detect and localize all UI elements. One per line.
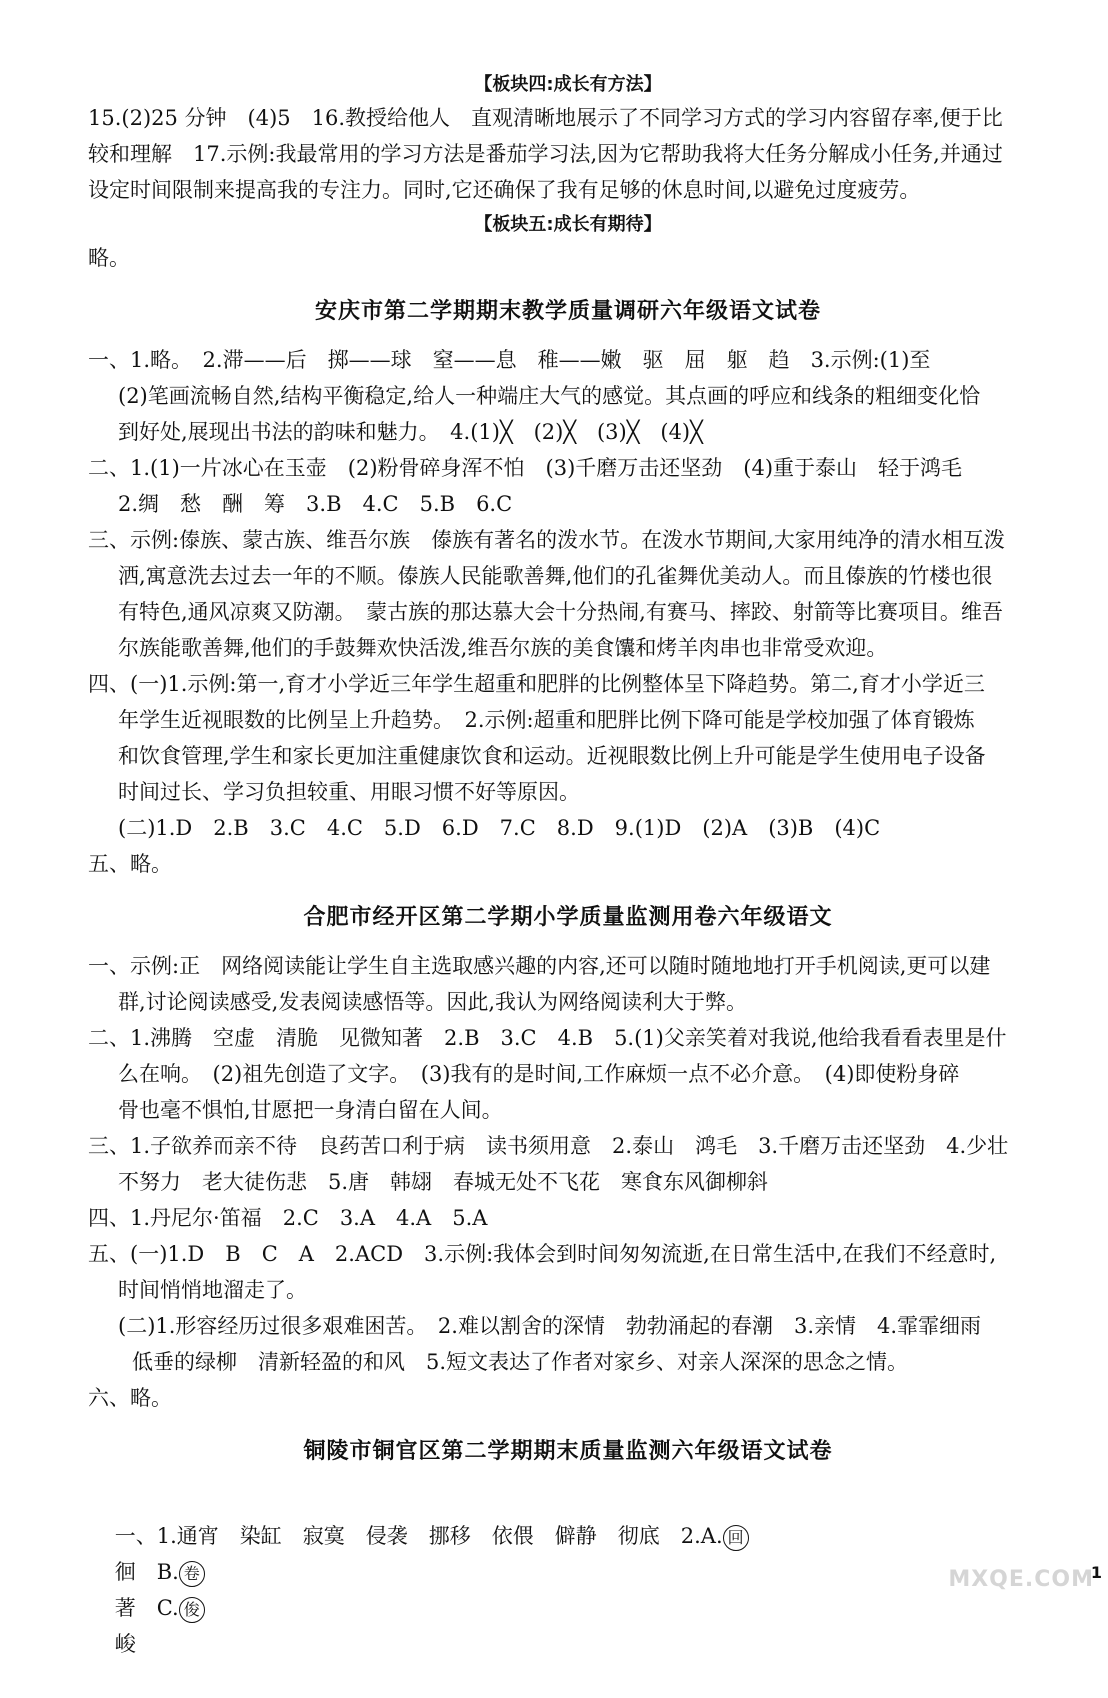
block5-header: 【板块五:成长有期待】 [474,214,662,235]
section1-line: 二、1.(1)一片冰心在玉壶 (2)粉骨碎身浑不怕 (3)千磨万击还坚劲 (4)重于泰山 轻于鸿毛 [88,456,963,480]
section1-line: 一、1.略。 2.滞——后 掷——球 窒——息 稚——嫩 驱 屈 躯 趋 3.示例:(1)至 [88,348,931,372]
section3-mid1: 徊 B. [114,1560,179,1584]
section2-line: 六、略。 [88,1386,172,1410]
section1-title: 安庆市第二学期期末教学质量调研六年级语文试卷 [314,299,821,324]
section2-line: 一、示例:正 网络阅读能让学生自主选取感兴趣的内容,还可以随时随地地打开手机阅读,更可以建 [88,954,991,978]
section2-body [88,948,1048,1416]
section2-line: 时间悄悄地溜走了。 [118,1278,307,1302]
section1-line: 四、(一)1.示例:第一,育才小学近三年学生超重和肥胖的比例整体呈下降趋势。第二,育才小学近三 [88,672,985,696]
section3-line [88,1482,1048,1698]
section2-line: 五、(一)1.D B C A 2.ACD 3.示例:我体会到时间匆匆流逝,在日常生活中,在我们不经意时, [88,1242,997,1266]
circled-char: 俊 [179,1597,205,1623]
watermark [914,1522,1094,1592]
circled-char: 卷 [179,1561,205,1587]
circled-char: 回 [723,1525,749,1551]
block4-body [88,100,1048,208]
section1-line: 和饮食管理,学生和家长更加注重健康饮食和运动。近视眼数比例上升可能是学生使用电子设备 [118,744,986,768]
section2-line: (二)1.形容经历过很多艰难困苦。 2.难以割舍的深情 勃勃涌起的春潮 3.亲情 4.霏霏细雨 [118,1314,982,1338]
block4-line: 设定时间限制来提高我的专注力。同时,它还确保了我有足够的休息时间,以避免过度疲劳。 [88,178,921,202]
section3-title: 铜陵市铜官区第二学期期末质量监测六年级语文试卷 [303,1439,833,1464]
section1-line: 有特色,通风凉爽又防潮。 蒙古族的那达慕大会十分热闹,有赛马、摔跤、射箭等比赛项目。维吾 [118,600,1003,624]
page-number: 1 [1090,1563,1102,1582]
section2-line: 四、1.丹尼尔·笛福 2.C 3.A 4.A 5.A [88,1206,488,1230]
section1-line: 五、略。 [88,852,172,876]
section1-line: 尔族能歌善舞,他们的手鼓舞欢快活泼,维吾尔族的美食馕和烤羊肉串也非常受欢迎。 [118,636,888,660]
section1-line: 三、示例:傣族、蒙古族、维吾尔族 傣族有著名的泼水节。在泼水节期间,大家用纯净的清水相互泼 [88,528,1005,552]
block5-line: 略。 [88,246,130,270]
section1-line: (二)1.D 2.B 3.C 4.C 5.D 6.D 7.C 8.D 9.(1)D (2)A (3)B (4)C [118,816,881,840]
watermark-text: MXQE.COM [948,1567,1094,1592]
section2-line: 么在响。 (2)祖先创造了文字。 (3)我有的是时间,工作麻烦一点不必介意。 (4)即使粉身碎 [118,1062,960,1086]
section2-line: 三、1.子欲养而亲不待 良药苦口利于病 读书须用意 2.泰山 鸿毛 3.千磨万击还坚劲 4.少壮 [88,1134,1009,1158]
block4-header: 【板块四:成长有方法】 [474,74,662,95]
section3-tail: 峻 [114,1632,136,1656]
section1-body [88,342,1048,882]
section3-mid2: 著 C. [114,1596,179,1620]
section2-line: 不努力 老大徒伤悲 5.唐 韩翃 春城无处不飞花 寒食东风御柳斜 [118,1170,769,1194]
answer-page [88,72,1048,1698]
section2-line: 二、1.沸腾 空虚 清脆 见微知著 2.B 3.C 4.B 5.(1)父亲笑着对我说,他给我看看表里是什 [88,1026,1007,1050]
block4-line: 较和理解 17.示例:我最常用的学习方法是番茄学习法,因为它帮助我将大任务分解成小任务,并通过 [88,142,1003,166]
section2-line: 低垂的绿柳 清新轻盈的和风 5.短文表达了作者对家乡、对亲人深深的思念之情。 [132,1350,909,1374]
section1-line: (2)笔画流畅自然,结构平衡稳定,给人一种端庄大气的感觉。其点画的呼应和线条的粗细变化恰 [118,384,981,408]
section1-line: 年学生近视眼数的比例呈上升趋势。 2.示例:超重和肥胖比例下降可能是学校加强了体育锻炼 [118,708,975,732]
section2-line: 骨也毫不惧怕,甘愿把一身清白留在人间。 [118,1098,503,1122]
section1-line: 时间过长、学习负担较重、用眼习惯不好等原因。 [118,780,580,804]
block4-line: 15.(2)25 分钟 (4)5 16.教授给他人 直观清晰地展示了不同学习方式的学习内容留存率,便于比 [88,106,1003,130]
section2-title: 合肥市经开区第二学期小学质量监测用卷六年级语文 [303,905,833,930]
section1-line: 洒,寓意洗去过去一年的不顺。傣族人民能歌善舞,他们的孔雀舞优美动人。而且傣族的竹楼也很 [118,564,993,588]
section1-line: 到好处,展现出书法的韵味和魅力。 4.(1)╳ (2)╳ (3)╳ (4)╳ [118,420,703,444]
section2-line: 群,讨论阅读感受,发表阅读感悟等。因此,我认为网络阅读利大于弊。 [118,990,748,1014]
section1-line: 2.绸 愁 酬 筹 3.B 4.C 5.B 6.C [118,492,513,516]
section3-line-prefix: 一、1.通宵 染缸 寂寞 侵袭 挪移 依偎 僻静 彻底 2.A. [114,1524,723,1548]
